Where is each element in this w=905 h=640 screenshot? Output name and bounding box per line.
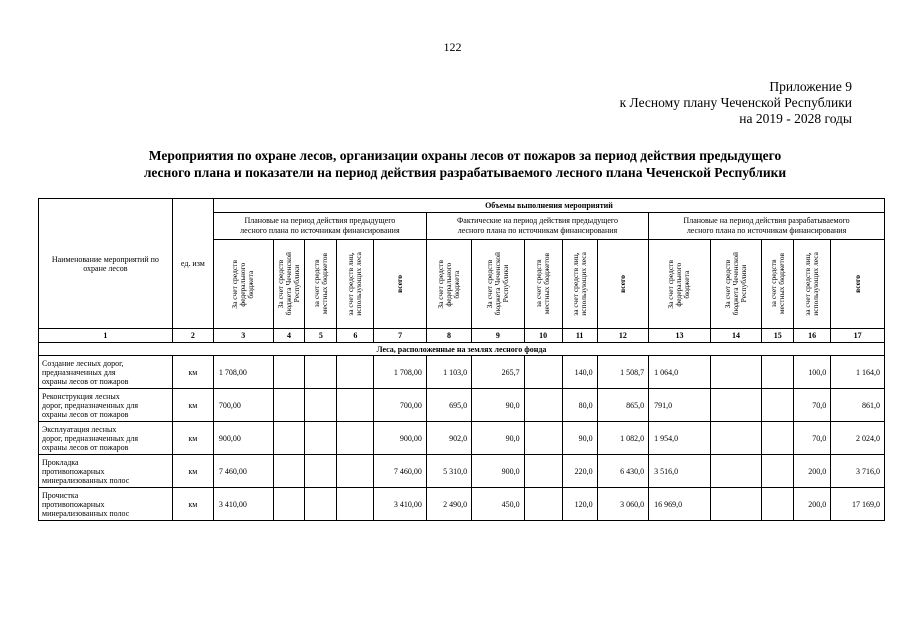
header-subcolumn-line: Республики — [292, 265, 302, 303]
value-cell: 140,0 — [562, 356, 597, 389]
header-subcolumn-line: за счет средств — [534, 260, 544, 308]
unit-cell: км — [172, 488, 213, 521]
value-cell — [524, 422, 562, 455]
activity-name-line: предназначенных для — [42, 367, 116, 377]
header-subcolumn-line: за счет средств лиц, — [570, 252, 580, 316]
activity-name-line: Реконструкция лесных — [42, 391, 120, 401]
value-cell: 902,0 — [426, 422, 471, 455]
value-cell: 70,0 — [794, 389, 831, 422]
value-cell — [710, 389, 761, 422]
value-cell — [273, 389, 305, 422]
value-cell — [762, 422, 794, 455]
column-number: 6 — [337, 329, 374, 343]
value-cell — [273, 488, 305, 521]
value-cell: 1 064,0 — [649, 356, 711, 389]
page-number: 122 — [443, 40, 462, 54]
table-row — [39, 488, 885, 521]
value-cell: 17 169,0 — [831, 488, 885, 521]
header-subcolumn-line: использующих леса — [811, 252, 821, 316]
value-cell — [273, 356, 305, 389]
column-number: 14 — [710, 329, 761, 343]
header-subcolumn-text — [572, 252, 588, 316]
column-number: 5 — [305, 329, 337, 343]
column-number: 16 — [794, 329, 831, 343]
header-subcolumn-line: за счет средств — [311, 260, 321, 308]
header-subcolumn — [337, 240, 374, 329]
header-subcolumn-text — [724, 252, 748, 315]
measures-table — [38, 198, 885, 521]
header-group-2 — [426, 213, 648, 240]
column-number: 8 — [426, 329, 471, 343]
value-cell: 90,0 — [562, 422, 597, 455]
value-cell: 3 410,00 — [213, 488, 273, 521]
value-cell — [337, 488, 374, 521]
header-group-line: Фактические на период действия предыдущего — [456, 216, 618, 225]
header-group-3 — [649, 213, 885, 240]
header-subcolumn-line: За счет средств — [666, 259, 676, 309]
activity-name-line: противопожарных — [42, 466, 105, 476]
activity-name-line: Прочистка — [42, 490, 79, 500]
activity-name-line: минерализованных полос — [42, 508, 130, 518]
table-row — [39, 455, 885, 488]
header-subcolumn-line: за счет средств лиц, — [346, 252, 356, 316]
value-cell — [337, 356, 374, 389]
value-cell: 1 082,0 — [597, 422, 648, 455]
header-subcolumn-total — [831, 240, 885, 329]
header-subcolumn — [524, 240, 562, 329]
header-subcolumn — [273, 240, 305, 329]
value-cell — [710, 455, 761, 488]
title-line-2: лесного плана и показатели на период действия разрабатываемого лесного плана Чеченской Республики — [143, 165, 787, 180]
header-subcolumn-line: федерального — [674, 262, 684, 306]
unit-cell: км — [172, 455, 213, 488]
column-number: 2 — [172, 329, 213, 343]
value-cell: 100,0 — [794, 356, 831, 389]
activity-name-line: Прокладка — [42, 457, 79, 467]
header-subcolumn-text — [347, 252, 363, 316]
value-cell: 3 410,00 — [374, 488, 426, 521]
activity-name-line: дорог, предназначенных для — [42, 400, 139, 410]
value-cell: 6 430,0 — [597, 455, 648, 488]
header-subcolumn-text — [486, 252, 510, 315]
header-subcolumn-total — [597, 240, 648, 329]
header-subcolumn-text — [313, 253, 329, 314]
activity-name — [39, 422, 173, 455]
value-cell: 265,7 — [472, 356, 524, 389]
value-cell — [337, 389, 374, 422]
header-subcolumn-line: местных бюджетов — [319, 253, 329, 315]
header-subcolumn-text — [770, 253, 786, 314]
column-number: 11 — [562, 329, 597, 343]
header-group-line: Плановые на период действия предыдущего — [244, 216, 396, 225]
header-subcolumn-text — [437, 260, 461, 309]
value-cell: 70,0 — [794, 422, 831, 455]
value-cell: 120,0 — [562, 488, 597, 521]
value-cell: 2 490,0 — [426, 488, 471, 521]
header-row-1 — [39, 199, 885, 213]
value-cell: 80,0 — [562, 389, 597, 422]
header-subcolumn — [562, 240, 597, 329]
header-subcolumn — [426, 240, 471, 329]
value-cell: 90,0 — [472, 422, 524, 455]
column-number: 3 — [213, 329, 273, 343]
value-cell: 865,0 — [597, 389, 648, 422]
value-cell: 1 164,0 — [831, 356, 885, 389]
header-subcolumn-line: местных бюджетов — [542, 253, 552, 315]
section-title: Леса, расположенные на землях лесного фонда — [39, 343, 885, 356]
activity-name-line: противопожарных — [42, 499, 105, 509]
column-number: 17 — [831, 329, 885, 343]
header-subcolumn — [710, 240, 761, 329]
value-cell — [273, 455, 305, 488]
value-cell — [710, 422, 761, 455]
header-subcolumn-line: За счет средств — [276, 259, 286, 309]
value-cell — [710, 488, 761, 521]
activity-name-line: минерализованных полос — [42, 475, 130, 485]
header-total-text: всего — [395, 275, 405, 293]
value-cell: 900,00 — [213, 422, 273, 455]
header-activity-name: Наименование мероприятий по охране лесов — [39, 199, 173, 329]
value-cell: 1 708,00 — [374, 356, 426, 389]
value-cell: 1 708,00 — [213, 356, 273, 389]
value-cell — [305, 488, 337, 521]
header-subcolumn-line: Республики — [739, 265, 749, 303]
column-number: 15 — [762, 329, 794, 343]
header-subcolumn-line: За счет средств — [230, 259, 240, 309]
column-number: 7 — [374, 329, 426, 343]
header-subcolumn — [472, 240, 524, 329]
value-cell: 861,0 — [831, 389, 885, 422]
value-cell: 1 508,7 — [597, 356, 648, 389]
activity-name — [39, 488, 173, 521]
value-cell: 900,0 — [472, 455, 524, 488]
header-subcolumn-line: Республики — [500, 265, 510, 303]
value-cell: 200,0 — [794, 455, 831, 488]
header-subcolumn-line: За счет средств — [484, 259, 494, 309]
appendix-line-3: на 2019 - 2028 годы — [739, 111, 852, 126]
header-subcolumn-line: За счет средств — [723, 259, 733, 309]
appendix-note — [620, 79, 852, 127]
value-cell: 450,0 — [472, 488, 524, 521]
value-cell: 7 460,00 — [374, 455, 426, 488]
header-subcolumn-text — [231, 260, 255, 309]
header-subcolumn-line: за счет средств лиц, — [803, 252, 813, 316]
header-subcolumn-line: использующих леса — [578, 252, 588, 316]
unit-cell: км — [172, 389, 213, 422]
value-cell: 900,00 — [374, 422, 426, 455]
column-number: 4 — [273, 329, 305, 343]
value-cell: 3 716,0 — [831, 455, 885, 488]
header-subcolumn — [794, 240, 831, 329]
header-subcolumn-line: бюджета — [682, 270, 692, 298]
header-total-text: всего — [852, 275, 862, 293]
value-cell — [710, 356, 761, 389]
table-row — [39, 422, 885, 455]
value-cell — [524, 356, 562, 389]
value-cell — [762, 455, 794, 488]
unit-cell: км — [172, 356, 213, 389]
header-subcolumn — [213, 240, 273, 329]
header-subcolumn-text — [667, 260, 691, 309]
value-cell — [762, 389, 794, 422]
header-subcolumn-text — [277, 252, 301, 315]
value-cell: 1 954,0 — [649, 422, 711, 455]
column-number: 10 — [524, 329, 562, 343]
unit-cell: км — [172, 422, 213, 455]
header-volumes: Объемы выполнения мероприятий — [213, 199, 884, 213]
document-title — [60, 147, 870, 181]
value-cell: 3 060,0 — [597, 488, 648, 521]
value-cell — [305, 422, 337, 455]
activity-name-line: дорог, предназначенных для — [42, 433, 139, 443]
table-row — [39, 356, 885, 389]
header-group-line: лесного плана по источникам финансирования — [457, 226, 618, 235]
value-cell — [337, 455, 374, 488]
value-cell — [524, 488, 562, 521]
value-cell: 695,0 — [426, 389, 471, 422]
value-cell: 200,0 — [794, 488, 831, 521]
value-cell — [524, 455, 562, 488]
value-cell: 700,00 — [374, 389, 426, 422]
header-group-1 — [213, 213, 426, 240]
value-cell — [524, 389, 562, 422]
column-number: 12 — [597, 329, 648, 343]
header-subcolumn-line: федерального — [444, 262, 453, 306]
value-cell: 5 310,0 — [426, 455, 471, 488]
activity-name — [39, 356, 173, 389]
title-line-1: Мероприятия по охране лесов, организации охраны лесов от пожаров за период действия предыдущего — [148, 148, 782, 163]
header-group-line: лесного плана по источникам финансирования — [686, 226, 847, 235]
header-subcolumn-total — [374, 240, 426, 329]
activity-name-line: охраны лесов от пожаров — [42, 376, 129, 386]
value-cell: 7 460,00 — [213, 455, 273, 488]
value-cell: 3 516,0 — [649, 455, 711, 488]
appendix-line-1: Приложение 9 — [769, 79, 852, 94]
header-subcolumn-line: за счет средств — [768, 260, 778, 308]
header-subcolumn-line: федерального — [238, 262, 248, 306]
header-subcolumn-text — [804, 252, 820, 316]
table-row — [39, 389, 885, 422]
header-subcolumn — [649, 240, 711, 329]
value-cell — [337, 422, 374, 455]
activity-name-line: охраны лесов от пожаров — [42, 409, 129, 419]
header-subcolumn-line: бюджета — [246, 270, 256, 298]
appendix-line-2: к Лесному плану Чеченской Республики — [619, 95, 852, 110]
value-cell: 90,0 — [472, 389, 524, 422]
header-unit: ед. изм — [172, 199, 213, 329]
activity-name-line: Создание лесных дорог, — [42, 358, 124, 368]
activity-name-line: охраны лесов от пожаров — [42, 442, 129, 452]
activity-name — [39, 389, 173, 422]
value-cell: 700,00 — [213, 389, 273, 422]
value-cell: 1 103,0 — [426, 356, 471, 389]
header-group-line: Плановые на период действия разрабатываемого — [683, 216, 850, 225]
value-cell: 2 024,0 — [831, 422, 885, 455]
value-cell: 16 969,0 — [649, 488, 711, 521]
section-row — [39, 343, 885, 356]
value-cell — [273, 422, 305, 455]
activity-name — [39, 455, 173, 488]
value-cell: 220,0 — [562, 455, 597, 488]
value-cell — [762, 488, 794, 521]
value-cell: 791,0 — [649, 389, 711, 422]
header-subcolumn-line: бюджета Чеченской — [492, 252, 502, 316]
header-subcolumn-text — [535, 253, 551, 314]
column-number: 1 — [39, 329, 173, 343]
value-cell — [762, 356, 794, 389]
value-cell — [305, 389, 337, 422]
header-subcolumn — [305, 240, 337, 329]
column-number: 13 — [649, 329, 711, 343]
column-numbers-row — [39, 329, 885, 343]
header-subcolumn-line: местных бюджетов — [776, 253, 786, 315]
header-subcolumn-line: За счет средств — [436, 259, 445, 309]
header-subcolumn-line: бюджета Чеченской — [731, 252, 741, 316]
value-cell — [305, 455, 337, 488]
header-subcolumn-line: бюджета Чеченской — [284, 252, 294, 316]
value-cell — [305, 356, 337, 389]
header-total-text: всего — [617, 275, 627, 293]
header-subcolumn — [762, 240, 794, 329]
header-group-line: лесного плана по источникам финансирования — [240, 226, 400, 235]
header-subcolumn-line: использующих леса — [354, 252, 364, 316]
activity-name-line: Эксплуатация лесных — [42, 424, 117, 434]
header-subcolumn-line: бюджета — [452, 270, 461, 298]
column-number: 9 — [472, 329, 524, 343]
